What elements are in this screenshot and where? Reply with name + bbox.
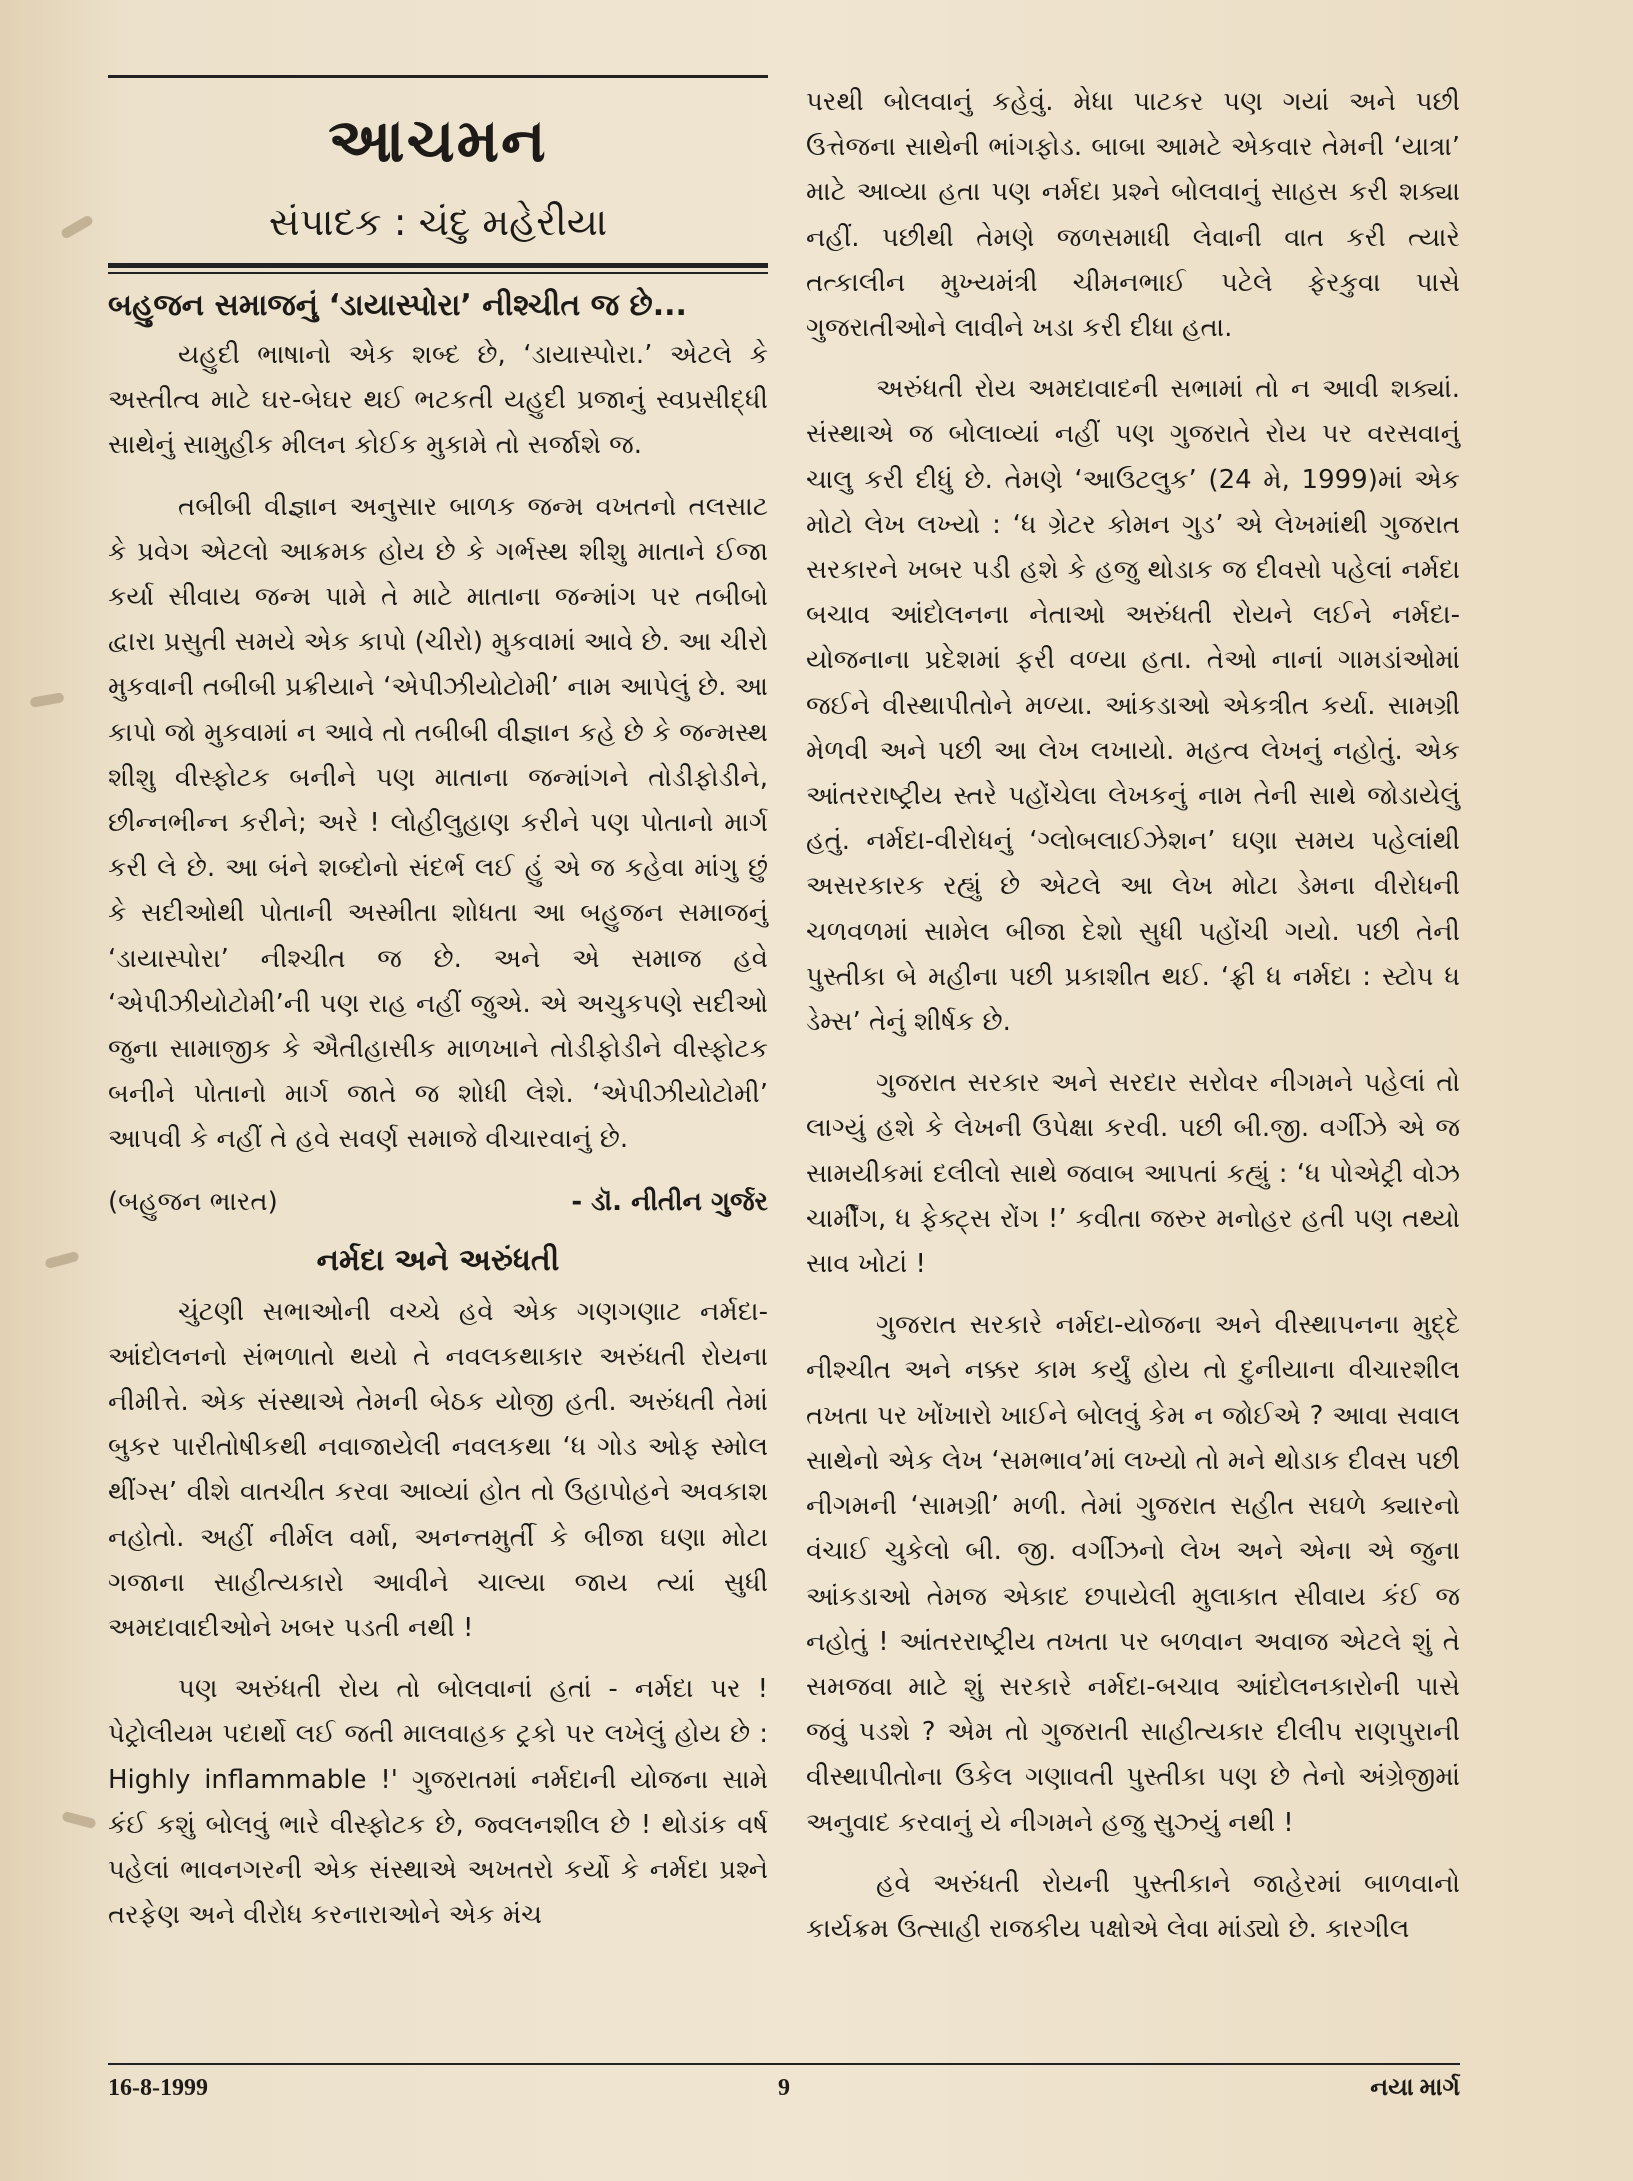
article-heading: નર્મદા અને અરુંધતી xyxy=(316,1242,560,1278)
editor-credit: સંપાદક : ચંદુ મહેરીયા xyxy=(268,200,608,244)
right-column xyxy=(806,80,1460,1968)
article-paragraph: પરથી બોલવાનું કહેવું. મેધા પાટકર પણ ગયાં અને પછી ઉત્તેજના સાથેની ભાંગફોડ. બાબા આમટે એકવાર તેમની ‘યાત્રા’ માટે આવ્યા હતા પણ નર્મદા પ્રશ્ને બોલવાનું સાહસ કરી શક્યા નહીં. પછીથી તેમણે જળસમાધી લેવાની વાત કરી ત્યારે તત્કાલીન મુખ્યમંત્રી ચીમનભાઈ પટેલે ફેરકુવા પાસે ગુજરાતીઓને લાવીને ખડા કરી દીધા હતા. xyxy=(806,87,1460,344)
article-paragraph: ચુંટણી સભાઓની વચ્ચે હવે એક ગણગણાટ નર્મદા-આંદોલનનો સંભળાતો થયો તે નવલકથાકાર અરુંધતી રોયના નીમીત્તે. એક સંસ્થાએ તેમની બેઠક યોજી હતી. અરુંધતી તેમાં બુકર પારીતોષીકથી નવાજાયેલી નવલકથા ‘ધ ગોડ ઓફ સ્મોલ થીંગ્સ’ વીશે વાતચીત કરવા આવ્યાં હોત તો ઉહાપોહને અવકાશ નહોતો. અહીં નીર્મલ વર્મા, અનન્તમુર્તી કે બીજા ઘણા મોટા ગજાના સાહીત્યકારો આવીને ચાલ્યા જાય ત્યાં સુધી અમદાવાદીઓને ખબર પડતી નથી ! xyxy=(108,1296,768,1644)
article-paragraph: ગુજરાત સરકાર અને સરદાર સરોવર નીગમને પહેલાં તો લાગ્યું હશે કે લેખની ઉપેક્ષા કરવી. પછી બી.જી. વર્ગીઝે એ જ સામયીકમાં દલીલો સાથે જવાબ આપતાં કહ્યું : ‘ધ પોએટ્રી વોઝ ચાર્મીંગ, ધ ફેક્ટ્સ રોંગ !’ કવીતા જરુર મનોહર હતી પણ તથ્યો સાવ ખોટાં ! xyxy=(806,1068,1460,1280)
staple-mark xyxy=(29,692,64,708)
page-footer xyxy=(108,2075,1460,2105)
article-paragraph: યહુદી ભાષાનો એક શબ્દ છે, ‘ડાયાસ્પોરા.’ એટલે કે અસ્તીત્વ માટે ઘર-બેઘર થઈ ભટકતી યહુદી પ્રજાનું સ્વપ્રસીદ્ધી સાથેનું સામુહીક મીલન કોઈક મુકામે તો સર્જાશે જ. xyxy=(108,340,768,461)
staple-mark xyxy=(61,1811,96,1829)
article-author: - ડૉ. નીતીન ગુર્જર xyxy=(571,1186,768,1217)
article-paragraph: તબીબી વીજ્ઞાન અનુસાર બાળક જન્મ વખતનો તલસાટ કે પ્રવેગ એટલો આક્રમક હોય છે કે ગર્ભસ્થ શીશુ માતાને ઈજા કર્યા સીવાય જન્મ પામે તે માટે માતાના જન્માંગ પર તબીબો દ્વારા પ્રસુતી સમયે એક કાપો (ચીરો) મુકવામાં આવે છે. આ ચીરો મુકવાની તબીબી પ્રક્રીયાને ‘એપીઝીયોટોમી’ નામ આપેલું છે. આ કાપો જો મુકવામાં ન આવે તો તબીબી વીજ્ઞાન કહે છે કે જન્મસ્થ શીશુ વીસ્ફોટક બનીને પણ માતાના જન્માંગને તોડીફોડીને, છીન્નભીન્ન કરીને; અરે ! લોહીલુહાણ કરીને પણ પોતાનો માર્ગ કરી લે છે. આ બંને શબ્દોનો સંદર્ભ લઈ હું એ જ કહેવા માંગુ છું કે સદીઓથી પોતાની અસ્મીતા શોધતા આ બહુજન સમાજનું ‘ડાયાસ્પોરા’ નીશ્ચીત જ છે. અને એ સમાજ હવે ‘એપીઝીયોટોમી’ની પણ રાહ નહીં જુએ. એ અચુકપણે સદીઓ જુના સામાજીક કે ઐતીહાસીક માળખાને તોડીફોડીને વીસ્ફોટક બનીને પોતાનો માર્ગ જાતે જ શોધી લેશે. ‘એપીઝીયોટોમી’ આપવી કે નહીં તે હવે સવર્ણ સમાજે વીચારવાનું છે. xyxy=(108,491,768,1155)
article-heading: બહુજન સમાજનું ‘ડાયાસ્પોરા’ નીશ્ચીત જ છે... xyxy=(108,288,687,323)
footer-rule xyxy=(108,2063,1460,2065)
section-title: આચમન xyxy=(328,106,548,176)
issue-date: 16-8-1999 xyxy=(108,2075,208,2101)
article-byline xyxy=(108,1179,768,1225)
left-column xyxy=(108,75,768,1955)
article-paragraph: પણ અરુંધતી રોય તો બોલવાનાં હતાં - નર્મદા પર ! પેટ્રોલીયમ પદાર્થો લઈ જતી માલવાહક ટ્રકો પર લખેલું હોય છે : Highly inflammable !' ગુજરાતમાં નર્મદાની યોજના સામે કંઈ કશું બોલવું ભારે વીસ્ફોટક છે, જ્વલનશીલ છે ! થોડાંક વર્ષ પહેલાં ભાવનગરની એક સંસ્થાએ અખતરો કર્યો કે નર્મદા પ્રશ્ને તરફેણ અને વીરોધ કરનારાઓને એક મંચ xyxy=(108,1674,768,1931)
header-double-rule xyxy=(108,263,768,274)
page-number: 9 xyxy=(778,2075,790,2101)
staple-mark xyxy=(44,1251,79,1269)
article-source: (બહુજન ભારત) xyxy=(108,1186,278,1217)
article-paragraph: હવે અરુંધતી રોયની પુસ્તીકાને જાહેરમાં બાળવાનો કાર્યક્રમ ઉત્સાહી રાજકીય પક્ષોએ લેવા માંડ્યો છે. કારગીલ xyxy=(806,1868,1460,1944)
staple-mark xyxy=(60,214,94,240)
publication-name: નયા માર્ગ xyxy=(1370,2075,1460,2101)
article-paragraph: અરુંધતી રોય અમદાવાદની સભામાં તો ન આવી શક્યાં. સંસ્થાએ જ બોલાવ્યાં નહીં પણ ગુજરાતે રોય પર વરસવાનું ચાલુ કરી દીધું છે. તેમણે ‘આઉટલુક’ (24 મે, 1999)માં એક મોટો લેખ લખ્યો : ‘ધ ગ્રેટર કોમન ગુડ’ એ લેખમાંથી ગુજરાત સરકારને ખબર પડી હશે કે હજુ થોડાક જ દીવસો પહેલાં નર્મદા બચાવ આંદોલનના નેતાઓ અરુંધતી રોયને લઈને નર્મદા-યોજનાના પ્રદેશમાં ફરી વળ્યા હતા. તેઓ નાનાં ગામડાંઓમાં જઈને વીસ્થાપીતોને મળ્યા. આંકડાઓ એકત્રીત કર્યા. સામગ્રી મેળવી અને પછી આ લેખ લખાયો. મહત્વ લેખનું નહોતું. એક આંતરરાષ્ટ્રીય સ્તરે પહોંચેલા લેખકનું નામ તેની સાથે જોડાયેલું હતું. નર્મદા-વીરોધનું ‘ગ્લોબલાઈઝેશન’ ઘણા સમય પહેલાંથી અસરકારક રહ્યું છે એટલે આ લેખ મોટા ડેમના વીરોધની ચળવળમાં સામેલ બીજા દેશો સુધી પહોંચી ગયો. પછી તેની પુસ્તીકા બે મહીના પછી પ્રકાશીત થઈ. ‘ફ્રી ધ નર્મદા : સ્ટોપ ધ ડેમ્સ’ તેનું શીર્ષક છે. xyxy=(806,374,1460,1038)
top-rule xyxy=(108,75,768,78)
article-paragraph: ગુજરાત સરકારે નર્મદા-યોજના અને વીસ્થાપનના મુદ્દે નીશ્ચીત અને નક્કર કામ કર્યું હોય તો દુનીયાના વીચારશીલ તખતા પર ખોંખારો ખાઈને બોલવું કેમ ન જોઈએ ? આવા સવાલ સાથેનો એક લેખ ‘સમભાવ’માં લખ્યો તો મને થોડાક દીવસ પછી નીગમની ‘સામગ્રી’ મળી. તેમાં ગુજરાત સહીત સઘળે ક્યારનો વંચાઈ ચુકેલો બી. જી. વર્ગીઝનો લેખ અને એના એ જુના આંકડાઓ તેમજ એકાદ છપાયેલી મુલાકાત સીવાય કંઈ જ નહોતું ! આંતરરાષ્ટ્રીય તખતા પર બળવાન અવાજ એટલે શું તે સમજવા માટે શું સરકારે નર્મદા-બચાવ આંદોલનકારોની પાસે જવું પડશે ? એમ તો ગુજરાતી સાહીત્યકાર દીલીપ રાણપુરાની વીસ્થાપીતોના ઉકેલ ગણાવતી પુસ્તીકા પણ છે તેનો અંગ્રેજીમાં અનુવાદ કરવાનું યે નીગમને હજુ સુઝ્યું નથી ! xyxy=(806,1310,1460,1838)
